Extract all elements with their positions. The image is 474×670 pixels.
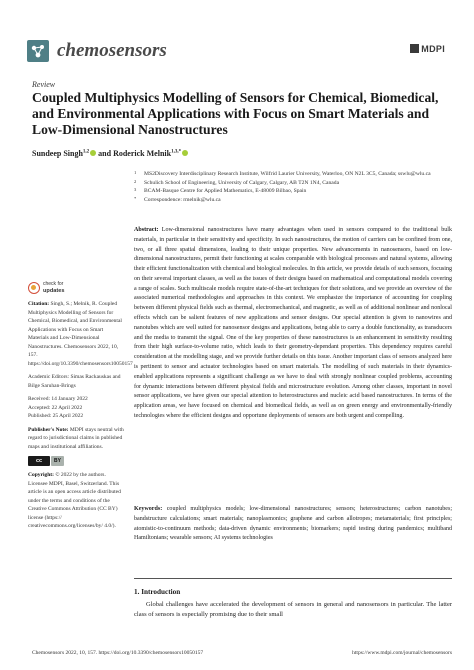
affiliation-row xyxy=(134,196,454,205)
abstract xyxy=(134,226,452,422)
author-affiliation-sup: 1,3,* xyxy=(171,149,182,155)
cc-by-license-badge[interactable] xyxy=(28,456,124,466)
keywords-label: Keywords: xyxy=(134,506,163,512)
citation xyxy=(28,300,133,368)
author-separator: and xyxy=(98,149,112,158)
intro-paragraph: Global challenges have accelerated the development of sensors in general and nanosensors in particular. The latter class of sensors is especially promising due to their small xyxy=(134,601,452,619)
publisher-note-text: MDPI stays neutral with regard to jurisdictional claims in published maps and institutional affiliations. xyxy=(28,426,124,450)
publisher-logo xyxy=(410,44,445,54)
footer-journal-link[interactable]: https://www.mdpi.com/journal/chemosensors xyxy=(352,650,452,656)
affiliation-row xyxy=(134,187,454,196)
copyright xyxy=(28,471,124,531)
article-sidebar xyxy=(28,300,133,536)
abstract-text: Low-dimensional nanostructures have many advantages when used in sensors compared to the traditional bulk materials, in particular in their sensitivity and specificity. In such nanostructures, the motion of carriers can be confined from one, two, or all three spatial dimensions, leading to their unique properties. New advancements in nanosensors, based on low-dimensional nanostructures, permit their functioning at scales comparable with biological processes and natural systems, allowing their efficient functionalization with chemical and biological molecules. In this article, we provide details of such sensors, focusing on their several important classes, as well as the issues of their designs based on mathematical and computational models covering a range of scales. Such multiscale models require state-of-the-art techniques for their solutions, and we provide an overview of the associated numerical methodologies and approaches in this context. We emphasize the importance of accounting for coupling between different physical fields such as thermal, electromechanical, and magnetic, as well as of additional nonlinear and nonlocal effects which can be salient features of new applications and sensor designs. Our special attention is given to nanowires and nanotubes which are well suited for nanosensor designs and applications, being able to carry a double functionality, as transducers and the media to transmit the signal. One of the key properties of these nanostructures is an enhancement in sensitivity resulting from their high surface-to-volume ratio, which leads to their geometry-dependant properties. This dependency requires careful consideration at the modelling stage, and we provide further details on this issue. Another important class of sensors analyzed here is pertinent to sensor and actuator technologies based on smart materials. The modelling of such materials in their dynamics-enabled applications represents a significant challenge as we have to deal with strongly nonlinear coupled problems, accounting for dynamic interactions between different physical fields and microstructure evolution. Among other classes, important in novel sensor applications, we have given our special attention to heterostructures and nucleic acid based nanostructures. In terms of the application areas, we have focused on chemical and biomedical fields, as well as on green energy and environmentally-friendly technologies where the efficient designs and opportune deployments of sensors are both urgent and compelling. xyxy=(134,227,452,419)
updates-text xyxy=(43,282,64,294)
affiliation-number: 2 xyxy=(134,178,137,184)
affiliation-text: Schulich School of Engineering, University of Calgary, Calgary, AB T2N 1N4, Canada xyxy=(144,179,340,186)
section-heading: 1. Introduction xyxy=(134,588,181,596)
orcid-icon[interactable] xyxy=(90,150,96,156)
journal-name: chemosensors xyxy=(57,40,167,61)
cc-icon: cc xyxy=(28,456,50,466)
check-for-updates-button[interactable] xyxy=(28,282,64,294)
affiliation-text: BCAM-Basque Centre for Applied Mathematics, E-48009 Bilbao, Spain xyxy=(144,188,307,195)
author-name[interactable]: Sundeep Singh xyxy=(32,149,83,158)
molecule-icon xyxy=(27,40,49,62)
copyright-label: Copyright: xyxy=(28,472,54,479)
orcid-icon[interactable] xyxy=(182,150,188,156)
affiliation-number: 1 xyxy=(134,170,137,175)
article-type: Review xyxy=(32,80,56,89)
publisher-note xyxy=(28,426,124,452)
affiliation-number: * xyxy=(134,195,137,201)
correspondence-text[interactable]: Correspondence: rmelnik@wlu.ca xyxy=(144,196,221,203)
author-list xyxy=(32,149,188,158)
affiliations xyxy=(134,170,454,205)
dates-block xyxy=(28,395,124,421)
received-date: Received: 14 January 2022 xyxy=(28,396,88,403)
updates-check: check for xyxy=(43,281,64,287)
article-title: Coupled Multiphysics Modelling of Sensors for Chemical, Biomedical, and Environmental Applications with Focus on Smart Materials and Low-Dimensional Nanostructures xyxy=(32,90,439,138)
keywords-text: coupled multiphysics models; low-dimensional nanostructures; sensors; heterostructures; carbon nanotubes; bandstructure calculations; smart materials; nanoplasmonics; graphene and carbon allotropes; metamaterials; first principles; atomistic-to-continuum methods; data-driven dynamic environments; biomarkers; rapid testing during pandemics; multiband Hamiltonians; wearable sensors; AI systems technologies xyxy=(134,506,452,542)
author-affiliation-sup: 1,2 xyxy=(82,149,90,155)
page-footer xyxy=(32,650,452,656)
author-name[interactable]: Roderick Melnik xyxy=(113,149,172,158)
affiliation-text: MS2Discovery Interdisciplinary Research Institute, Wilfrid Laurier University, Waterloo, ON N2L 3C5, Canada; sswlu@wlu.ca xyxy=(144,171,431,177)
copyright-text: © 2022 by the authors. Licensee MDPI, Basel, Switzerland. This article is an open access article distributed under the terms and conditions of the Creative Commons Attribution (CC BY) license (https:// creativecommons.org/licenses/by/ 4.0/). xyxy=(28,472,121,530)
section-divider xyxy=(134,578,452,579)
updates-label: updates xyxy=(43,287,65,294)
citation-label: Citation: xyxy=(28,301,50,307)
abstract-label: Abstract: xyxy=(134,227,159,233)
accepted-date: Accepted: 22 April 2022 xyxy=(28,404,83,411)
publisher-name: MDPI xyxy=(421,44,445,54)
journal-logo xyxy=(27,40,49,62)
academic-editors: Academic Editors: Simas Rackauskas and Bilge Saruhan-Brings xyxy=(28,374,121,389)
publisher-icon xyxy=(410,44,419,53)
affiliation-number: 3 xyxy=(134,187,137,193)
keywords xyxy=(134,505,452,544)
affiliation-row xyxy=(134,170,454,179)
updates-icon xyxy=(28,282,40,294)
by-icon: BY xyxy=(51,456,64,466)
publisher-note-label: Publisher's Note: xyxy=(28,426,69,433)
affiliation-row xyxy=(134,179,454,188)
footer-citation[interactable]: Chemosensors 2022, 10, 157. https://doi.org/10.3390/chemosensors10050157 xyxy=(32,650,204,656)
published-date: Published: 25 April 2022 xyxy=(28,413,84,420)
citation-text[interactable]: Singh, S.; Melnik, R. Coupled Multiphysics Modelling of Sensors for Chemical, Biomedical, and Environmental Applications with Focus on Smart Materials and Low-Dimensional Nanostructures. Chemosensors 2022, 10, 157. https://doi.org/10.3390/chemosensors10050157 xyxy=(28,301,133,367)
